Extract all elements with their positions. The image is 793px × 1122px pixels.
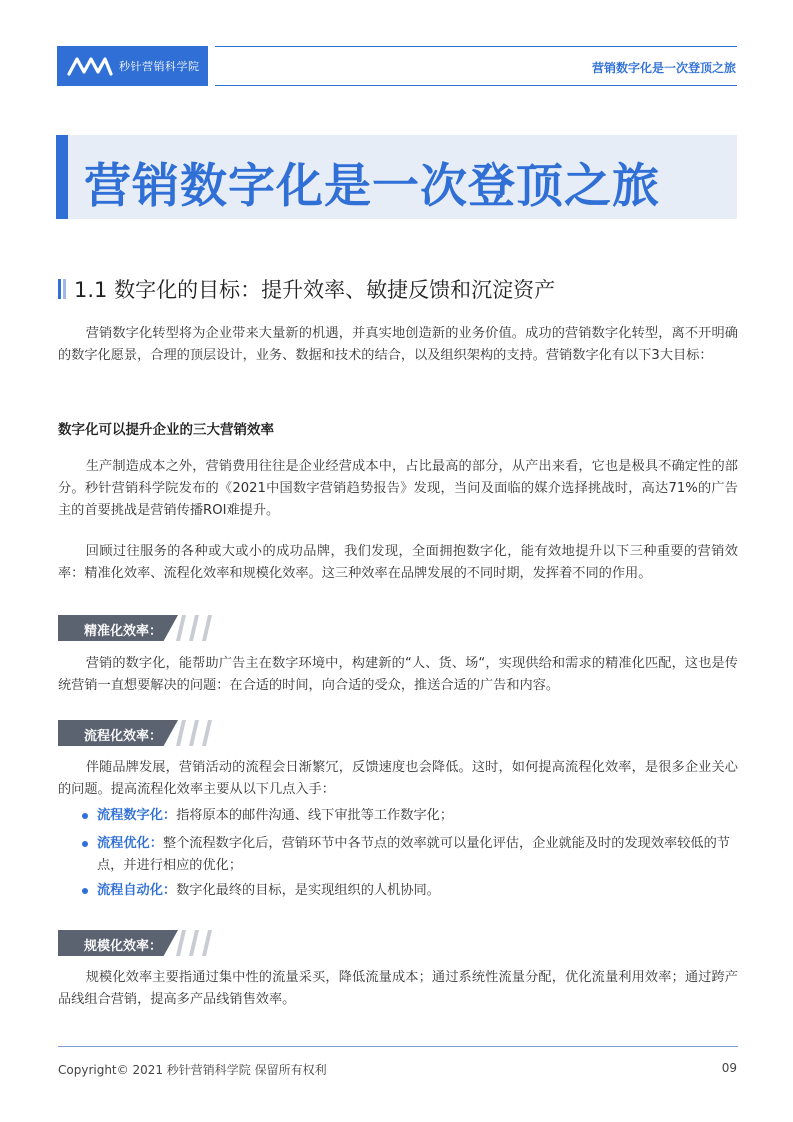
tag-process-label: 流程化效率： [84, 729, 163, 744]
page-title: 营销数字化是一次登顶之旅 [84, 159, 660, 214]
paragraph-precision: 营销的数字化，能帮助广告主在数字环境中，构建新的“人、货、场“，实现供给和需求的精准化匹配，这也是传统营销一直想要解决的问题：在合适的时间，向合适的受众，推送合适的广告和内容。 [58, 656, 738, 693]
bullet-icon [82, 841, 88, 847]
header-title: 营销数字化是一次登顶之旅 [591, 61, 736, 75]
list-item [82, 833, 738, 877]
logo [57, 46, 208, 86]
bullet-text: 整个流程数字化后，营销环节中各节点的效率就可以量化评估，企业就能及时的发现效率较低的节点，并进行相应的优化； [97, 836, 730, 873]
header-divider-bottom [215, 85, 737, 86]
title-accent-bar [56, 135, 68, 219]
bullet-text: 数字化最终的目标，是实现组织的人机协同。 [176, 883, 440, 898]
title-banner [56, 135, 737, 219]
footer-copyright: Copyright© 2021 秒针营销科学院 保留所有权利 [58, 1063, 327, 1077]
bullet-text: 指将原本的邮件沟通、线下审批等工作数字化； [176, 808, 454, 823]
subheading: 数字化可以提升企业的三大营销效率 [58, 422, 274, 438]
logo-mark-icon [67, 54, 113, 78]
list-item [82, 805, 738, 827]
tag-precision-label: 精准化效率： [84, 624, 163, 639]
bullet-icon [82, 813, 88, 819]
tag-scale-efficiency [58, 930, 210, 956]
paragraph-process: 伴随品牌发展，营销活动的流程会日渐繁冗，反馈速度也会降低。这时，如何提高流程化效率，是很多企业关心的问题。提高流程化效率主要从以下几点入手： [58, 760, 738, 797]
intro-paragraph: 营销数字化转型将为企业带来大量新的机遇，并真实地创造新的业务价值。成功的营销数字化转型，离不开明确的数字化愿景，合理的顶层设计，业务、数据和技术的结合，以及组织架构的支持。营销数字化有以下3大目标： [58, 326, 738, 363]
tag-precision-efficiency [58, 615, 210, 641]
paragraph-brands: 回顾过往服务的各种或大或小的成功品牌，我们发现，全面拥抱数字化，能有效地提升以下三种重要的营销效率：精准化效率、流程化效率和规模化效率。这三种效率在品牌发展的不同时期，发挥着不同的作用。 [58, 544, 738, 581]
bullet-icon [82, 888, 88, 894]
section-marker-icon [58, 279, 66, 299]
bullet-key: 流程优化： [97, 836, 163, 851]
section-heading-text: 1.1 数字化的目标：提升效率、敏捷反馈和沉淀资产 [74, 278, 556, 302]
tag-process-efficiency [58, 720, 210, 746]
bullet-key: 流程数字化： [97, 808, 177, 823]
section-heading [58, 274, 555, 304]
logo-text: 秒针营销科学院 [119, 60, 200, 73]
list-item [82, 880, 738, 902]
paragraph-costs: 生产制造成本之外，营销费用往往是企业经营成本中，占比最高的部分，从产出来看，它也是极具不确定性的部分。秒针营销科学院发布的《2021中国数字营销趋势报告》发现，当问及面临的媒介选择挑战时，高达71%的广告主的首要挑战是营销传播ROI难提升。 [58, 459, 738, 518]
bullet-key: 流程自动化： [97, 883, 177, 898]
footer-divider [58, 1046, 738, 1047]
tag-scale-label: 规模化效率： [84, 939, 163, 954]
paragraph-scale: 规模化效率主要指通过集中性的流量采买，降低流量成本；通过系统性流量分配，优化流量利用效率；通过跨产品线组合营销，提高多产品线销售效率。 [58, 970, 738, 1007]
page-number: 09 [721, 1061, 737, 1075]
header-divider-top [215, 46, 737, 47]
